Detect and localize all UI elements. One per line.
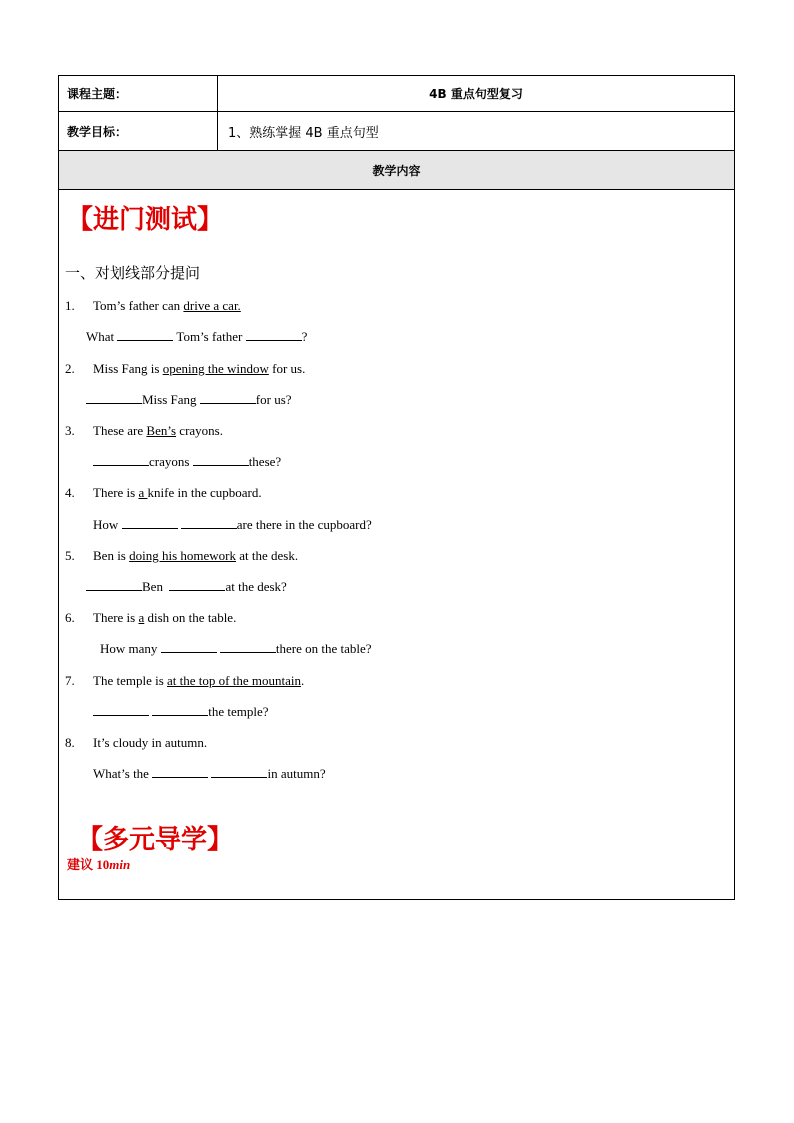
answer-text: Ben xyxy=(142,579,170,594)
answer-line xyxy=(93,704,269,720)
question-text: knife in the cupboard. xyxy=(147,485,262,500)
answer-text: at the desk? xyxy=(225,579,287,594)
answer-blank[interactable] xyxy=(152,766,208,778)
question-number: 3. xyxy=(65,423,75,438)
topic-label: 课程主题： xyxy=(59,76,218,111)
question-text: Tom’s father can xyxy=(93,298,184,313)
question-line xyxy=(65,548,298,564)
answer-blank[interactable] xyxy=(169,579,225,591)
guide-heading: 【多元导学】 xyxy=(77,825,234,855)
question-text: crayons. xyxy=(176,423,223,438)
answer-text: How xyxy=(93,517,122,532)
answer-blank[interactable] xyxy=(211,766,267,778)
question-text: Ben is xyxy=(93,548,130,563)
question-number: 8. xyxy=(65,735,75,750)
question-text: It’s cloudy in autumn. xyxy=(93,735,208,750)
underlined-text: Ben’s xyxy=(146,423,177,438)
answer-line xyxy=(100,641,372,657)
answer-blank[interactable] xyxy=(152,704,208,716)
goal-row xyxy=(59,112,734,151)
question-text: at the desk. xyxy=(236,548,299,563)
underlined-text: drive a car. xyxy=(183,298,241,313)
answer-text: Miss Fang xyxy=(142,392,200,407)
answer-line xyxy=(86,392,292,408)
answer-line xyxy=(93,454,281,470)
topic-value: 4B 重点句型复习 xyxy=(429,87,523,101)
answer-blank[interactable] xyxy=(181,517,237,529)
lesson-sheet xyxy=(58,75,735,900)
answer-text: the temple? xyxy=(208,704,269,719)
answer-text: these? xyxy=(248,454,282,469)
answer-blank[interactable] xyxy=(220,641,276,653)
underlined-text: a xyxy=(138,485,148,500)
answer-blank[interactable] xyxy=(117,329,173,341)
answer-blank[interactable] xyxy=(86,392,142,404)
entry-test-heading: 【进门测试】 xyxy=(67,205,224,235)
topic-row xyxy=(59,76,734,112)
goal-label: 教学目标： xyxy=(59,112,218,150)
answer-blank[interactable] xyxy=(161,641,217,653)
question-number: 7. xyxy=(65,673,75,688)
answer-blank[interactable] xyxy=(200,392,256,404)
question-line xyxy=(65,735,207,751)
question-number: 6. xyxy=(65,610,75,625)
answer-text: ? xyxy=(301,329,308,344)
content-label: 教学内容 xyxy=(372,163,421,178)
question-text: . xyxy=(300,673,305,688)
question-line xyxy=(65,361,305,377)
question-number: 2. xyxy=(65,361,75,376)
answer-line xyxy=(86,329,307,345)
answer-text: in autumn? xyxy=(267,766,326,781)
answer-blank[interactable] xyxy=(246,329,302,341)
underlined-text: opening the window xyxy=(162,361,269,376)
question-number: 4. xyxy=(65,485,75,500)
answer-blank[interactable] xyxy=(86,579,142,591)
underlined-text: doing his homework xyxy=(129,548,237,563)
goal-value: 1、熟练掌握 4B 重点句型 xyxy=(228,125,379,141)
question-text: There is xyxy=(93,485,139,500)
suggested-time-text: 建议 10 xyxy=(67,857,110,872)
answer-text: for us? xyxy=(255,392,292,407)
section-title: 一、对划线部分提问 xyxy=(65,264,201,282)
question-text: The temple is xyxy=(93,673,168,688)
suggested-time xyxy=(67,854,130,873)
answer-text: How many xyxy=(100,641,161,656)
underlined-text: a xyxy=(138,610,145,625)
question-line xyxy=(65,485,262,501)
question-text: There is xyxy=(93,610,139,625)
answer-text: crayons xyxy=(149,454,193,469)
question-number: 5. xyxy=(65,548,75,563)
content-row xyxy=(59,151,734,190)
question-line xyxy=(65,298,241,314)
answer-text: Tom’s father xyxy=(173,329,246,344)
answer-line xyxy=(86,579,287,595)
answer-blank[interactable] xyxy=(93,704,149,716)
answer-line xyxy=(93,766,326,782)
answer-blank[interactable] xyxy=(122,517,178,529)
answer-line xyxy=(93,517,372,533)
underlined-text: at the top of the mountain xyxy=(167,673,301,688)
answer-text: What’s the xyxy=(93,766,153,781)
answer-blank[interactable] xyxy=(193,454,249,466)
question-text: dish on the table. xyxy=(144,610,237,625)
question-text: Miss Fang is xyxy=(93,361,163,376)
question-number: 1. xyxy=(65,298,75,313)
answer-blank[interactable] xyxy=(93,454,149,466)
question-line xyxy=(65,423,223,439)
answer-text: What xyxy=(86,329,118,344)
question-text: for us. xyxy=(268,361,306,376)
suggested-time-unit: min xyxy=(109,857,131,872)
question-line xyxy=(65,610,236,626)
answer-text: there on the table? xyxy=(275,641,372,656)
answer-text: are there in the cupboard? xyxy=(236,517,372,532)
question-text: These are xyxy=(93,423,147,438)
question-line xyxy=(65,673,304,689)
